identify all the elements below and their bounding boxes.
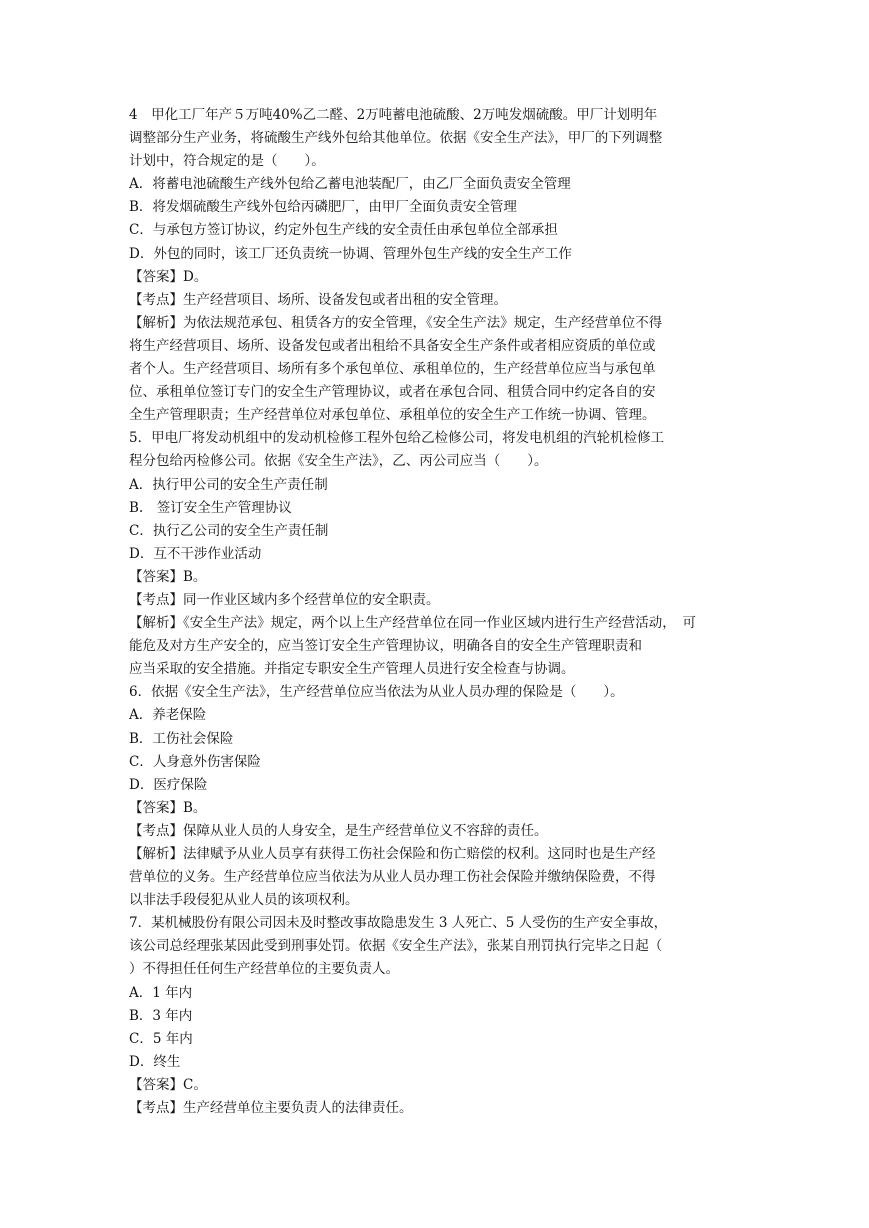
q4-option-d: D．外包的同时，该工厂还负责统一协调、管理外包生产线的安全生产工作 bbox=[129, 245, 572, 262]
q4-stem-line-1: 4 甲化工厂年产５万吨40%乙二醛、2万吨蓄电池硫酸、2万吨发烟硫酸。甲厂计划明年 bbox=[129, 107, 658, 123]
document-page bbox=[129, 104, 750, 1120]
q5-analysis-line-2: 能危及对方生产安全的，应当签订安全生产管理协议，明确各自的安全生产管理职责和 bbox=[129, 638, 642, 655]
q6-topic: 【考点】保障从业人员的人身安全，是生产经营单位义不容辞的责任。 bbox=[129, 822, 548, 839]
q6-option-a: A．养老保险 bbox=[129, 707, 207, 724]
q6-analysis-line-3: 以非法手段侵犯从业人员的该项权利。 bbox=[129, 892, 359, 909]
q7-stem-line-1: 7．某机械股份有限公司因未及时整改事故隐患发生 3 人死亡、5 人受伤的生产安全事故， bbox=[129, 915, 668, 932]
q6-analysis-line-2: 营单位的义务。生产经营单位应当依法为从业人员办理工伤社会保险并缴纳保险费，不得 bbox=[129, 869, 656, 886]
q7-stem-line-2: 该公司总经理张某因此受到刑事处罚。依据《安全生产法》，张某自刑罚执行完毕之日起（ bbox=[129, 938, 663, 955]
q6-option-c: C．人身意外伤害保险 bbox=[129, 753, 261, 770]
q7-stem-line-3: ）不得担任任何生产经营单位的主要负责人。 bbox=[129, 961, 399, 978]
q5-option-a: A．执行甲公司的安全生产责任制 bbox=[129, 476, 328, 493]
q6-option-b: B．工伤社会保险 bbox=[129, 730, 234, 747]
q6-analysis-line-1: 【解析】法律赋予从业人员享有获得工伤社会保险和伤亡赔偿的权利。这同时也是生产经 bbox=[129, 846, 656, 862]
q5-option-b: B. 签订安全生产管理协议 bbox=[129, 499, 292, 516]
q7-option-b: B．3 年内 bbox=[129, 1007, 193, 1024]
q4-analysis-line-5: 全生产管理职责；生产经营单位对承包单位、承租单位的安全生产工作统一协调、管理。 bbox=[129, 407, 656, 424]
q7-option-d: D．终生 bbox=[129, 1053, 181, 1070]
q7-option-a: A．1 年内 bbox=[129, 984, 193, 1001]
q4-analysis-line-4: 位、承租单位签订专门的安全生产管理协议，或者在承包合同、租赁合同中约定各自的安 bbox=[129, 384, 656, 401]
q4-option-b: B．将发烟硫酸生产线外包给丙磷肥厂，由甲厂全面负责安全管理 bbox=[129, 199, 517, 216]
q4-topic: 【考点】生产经营项目、场所、设备发包或者出租的安全管理。 bbox=[129, 291, 507, 308]
q4-analysis-line-2: 将生产经营项目、场所、设备发包或者出租给不具备安全生产条件或者相应资质的单位或 bbox=[129, 337, 656, 354]
q4-stem-line-3: 计划中，符合规定的是（ ）。 bbox=[129, 153, 325, 170]
q5-topic: 【考点】同一作业区域内多个经营单位的安全职责。 bbox=[129, 591, 440, 608]
q7-option-c: C．5 年内 bbox=[129, 1030, 193, 1047]
q7-topic: 【考点】生产经营单位主要负责人的法律责任。 bbox=[129, 1100, 413, 1117]
q7-answer: 【答案】C。 bbox=[129, 1076, 207, 1093]
q5-option-d: D．互不干涉作业活动 bbox=[129, 545, 262, 562]
q4-stem-line-2: 调整部分生产业务，将硫酸生产线外包给其他单位。依据《安全生产法》，甲厂的下列调整 bbox=[129, 130, 663, 147]
q6-answer: 【答案】B。 bbox=[129, 799, 207, 816]
q5-answer: 【答案】B。 bbox=[129, 568, 207, 585]
q6-stem: 6．依据《安全生产法》，生产经营单位应当依法为从业人员办理的保险是（ ）。 bbox=[129, 684, 624, 701]
q5-option-c: C．执行乙公司的安全生产责任制 bbox=[129, 522, 329, 539]
q4-option-c: C．与承包方签订协议，约定外包生产线的安全责任由承包单位全部承担 bbox=[129, 222, 558, 239]
q5-stem-line-2: 程分包给丙检修公司。依据《安全生产法》，乙、丙公司应当（ ）。 bbox=[129, 453, 548, 470]
q5-analysis-line-1: 【解析】《安全生产法》规定，两个以上生产经营单位在同一作业区域内进行生产经营活动， 可 bbox=[129, 615, 696, 632]
q4-option-a: A．将蓄电池硫酸生产线外包给乙蓄电池装配厂，由乙厂全面负责安全管理 bbox=[129, 176, 571, 193]
q5-stem-line-1: 5．甲电厂将发动机组中的发动机检修工程外包给乙检修公司，将发电机组的汽轮机检修工 bbox=[129, 430, 665, 447]
q4-answer: 【答案】D。 bbox=[129, 268, 208, 285]
q4-analysis-line-3: 者个人。生产经营项目、场所有多个承包单位、承租单位的，生产经营单位应当与承包单 bbox=[129, 361, 656, 378]
q5-analysis-line-3: 应当采取的安全措施。并指定专职安全生产管理人员进行安全检查与协调。 bbox=[129, 661, 575, 678]
q4-analysis-line-1: 【解析】为依法规范承包、租赁各方的安全管理，《安全生产法》规定，生产经营单位不得 bbox=[129, 314, 663, 331]
q6-option-d: D．医疗保险 bbox=[129, 776, 208, 793]
